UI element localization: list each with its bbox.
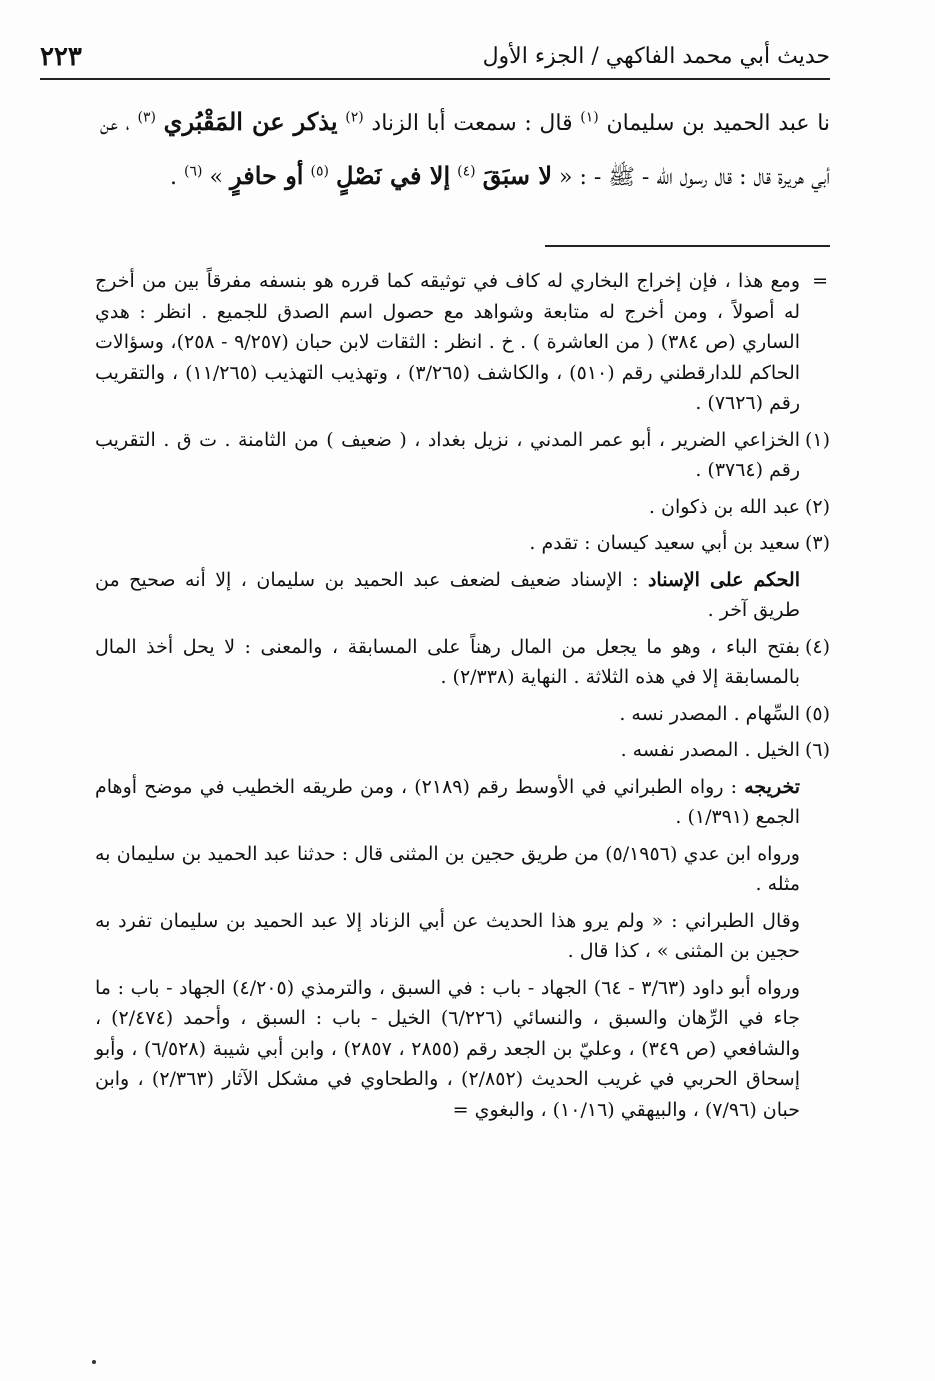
- running-title: حديث أبي محمد الفاكهي / الجزء الأول: [482, 44, 830, 69]
- footnote-2: [95, 492, 830, 523]
- footnote-5: [95, 699, 830, 730]
- matn-part-b: إلا في نَصْلٍ: [335, 161, 451, 190]
- matn-part-a: لا سبَقَ: [482, 161, 553, 190]
- isnad-part2: قال : سمعت أبا الزناد: [371, 111, 573, 136]
- takhrij-label: تخريجه: [744, 775, 800, 798]
- takhrij: [95, 772, 830, 833]
- takhrij-ibn-adi: ورواه ابن عدي (٥/١٩٥٦) من طريق حجين بن المثنى قال : حدثنا عبد الحميد بن سليمان به مثله .: [95, 842, 800, 895]
- footnote-number-3: (٣): [804, 532, 830, 554]
- footnote-ref-2: (٢): [345, 109, 364, 126]
- isnad-ruling-label: الحكم على الإسناد: [647, 568, 800, 591]
- footnote-continued: [95, 266, 830, 419]
- takhrij-abu-dawud: ورواه أبو داود (٣/٦٣ - ٦٤) الجهاد - باب : في السبق ، والترمذي (٤/٢٠٥) الجهاد - باب : ما جاء في الرِّهان والسبق ، والنسائي (٦/٢٢٦) الخيل - باب : السبق ، وأحمد (٢/٤٧٤) ، والشافعي (ص ٣٤٩) ، وعليّ بن الجعد رقم (٢٨٥٥ ، ٢٨٥٧) ، وابن أبي شيبة (٦/٥٢٨) ، وأبو إسحاق الحربي في غريب الحديث (٢/٨٥٢) ، والطحاوي في مشكل الآثار (٢/٣٦٣) ، وابن حبان (٧/٩٦) ، والبيهقي (١٠/١٦) ، والبغوي =: [95, 976, 801, 1121]
- footnote-continued-text: ومع هذا ، فإن إخراج البخاري له كاف في توثيقه كما قرره هو بنسفه مفرقاً بين من أخرج له أصولاً ، ومن أخرج له متابعة وشواهد مع حصول اسم الصدق للجميع . انظر : هدي الساري (ص ٣٨٤) ( من العاشرة ) . خ . انظر : الثقات لابن حبان (٩/٢٥٧ - ٢٥٨)، وسؤالات الحاكم للدارقطني رقم (٥١٠) ، والكاشف (٣/٢٦٥) ، وتهذيب التهذيب (١١/٢٦٥) ، والتقريب رقم (٧٦٢٦) .: [95, 270, 801, 414]
- footnote-6: [95, 735, 830, 766]
- takhrij-text: : رواه الطبراني في الأوسط رقم (٢١٨٩) ، ومن طريقه الخطيب في موضح أوهام الجمع (١/٣٩١) .: [95, 775, 800, 828]
- scan-speck: [92, 1360, 96, 1364]
- footnote-ref-6: (٦): [184, 163, 203, 180]
- footnote-1: [95, 425, 830, 486]
- footnote-number-1: (١): [804, 428, 830, 451]
- footnote-4: [95, 632, 830, 693]
- hadith-text: [100, 96, 830, 204]
- isnad-ruling-text: : الإسناد ضعيف لضعف عبد الحميد بن سليمان ، إلا أنه صحيح من طريق آخر .: [95, 568, 800, 621]
- isnad-part3: يذكر عن المَقْبُري: [163, 107, 338, 136]
- footnote-ref-4: (٤): [457, 163, 476, 180]
- footnote-3: [95, 528, 830, 559]
- footnote-text-2: عبد الله بن ذكوان .: [648, 495, 800, 518]
- footnote-text-4: بفتح الباء ، وهو ما يجعل من المال رهناً على المسابقة ، والمعنى : لا يحل أخذ المال بالمسابقة إلا في هذه الثلاثة . النهاية (٢/٣٣٨) .: [95, 635, 800, 688]
- footnote-number-4: (٤): [804, 635, 830, 658]
- page-header: [40, 38, 830, 80]
- page-number: ٢٢٣: [40, 42, 82, 72]
- matn-part-c: أو حافرٍ: [229, 161, 304, 190]
- continuation-mark: =: [812, 270, 828, 292]
- isnad-part4: ، عن أبي هريرة قال : قال رسول الله - ﷺ - : «: [100, 111, 830, 190]
- footnote-text-3: سعيد بن أبي سعيد كيسان : تقدم .: [529, 532, 800, 554]
- footnote-separator: [545, 245, 830, 247]
- footnote-ref-3: (٣): [137, 109, 156, 126]
- footnote-number-5: (٥): [804, 702, 830, 725]
- footnote-text-5: السِّهام . المصدر نسه .: [619, 702, 800, 725]
- footnote-text-6: الخيل . المصدر نفسه .: [620, 739, 800, 761]
- matn-close: »: [209, 165, 223, 190]
- footnote-ref-1: (١): [580, 109, 599, 126]
- footnotes: [95, 266, 830, 1131]
- footnote-number-6: (٦): [804, 739, 830, 761]
- footnote-number-2: (٢): [804, 495, 830, 518]
- isnad-part1: نا عبد الحميد بن سليمان: [606, 111, 831, 136]
- matn-end: .: [170, 165, 178, 190]
- footnote-ref-5: (٥): [310, 163, 329, 180]
- isnad-ruling: [95, 565, 830, 626]
- takhrij-tabarani: وقال الطبراني : « ولم يرو هذا الحديث عن أبي الزناد إلا عبد الحميد بن سليمان تفرد به حجين بن المثنى » ، كذا قال .: [95, 909, 800, 962]
- footnote-text-1: الخزاعي الضرير ، أبو عمر المدني ، نزيل بغداد ، ( ضعيف ) من الثامنة . ت ق . التقريب رقم (٣٧٦٤) .: [95, 428, 800, 481]
